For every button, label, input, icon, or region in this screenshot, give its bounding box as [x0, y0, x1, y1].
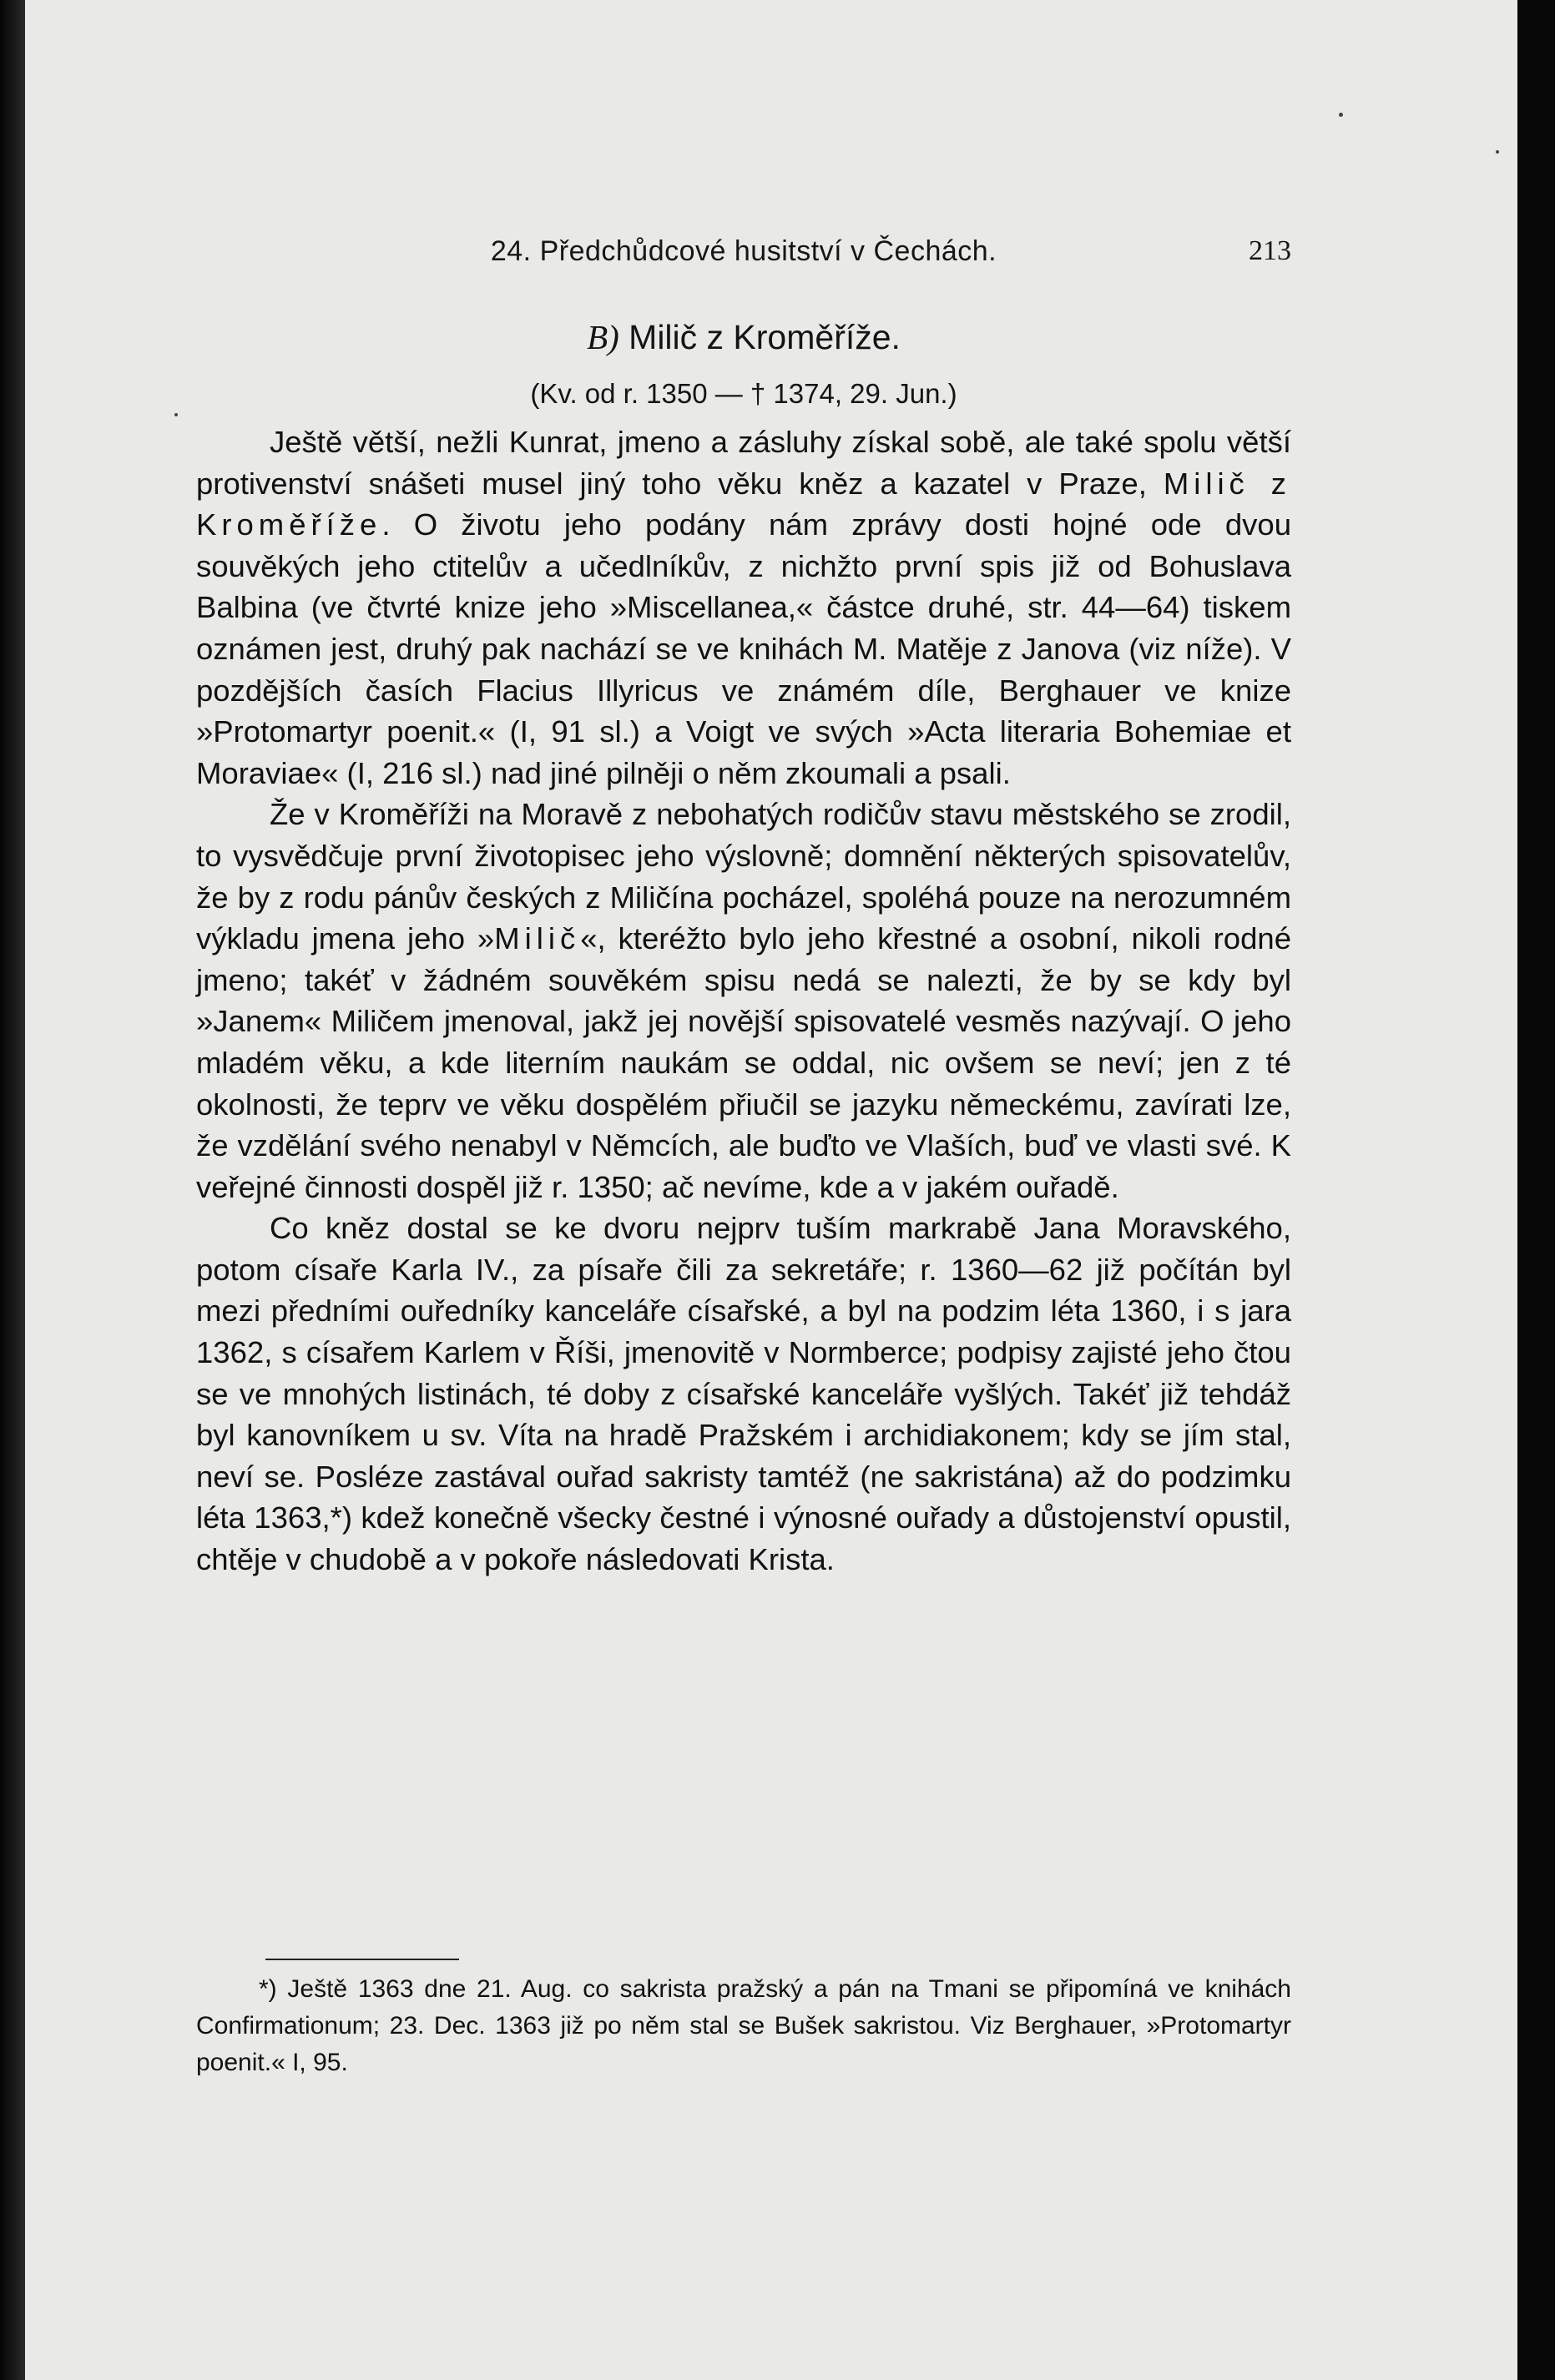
paragraph: [196, 794, 1291, 1208]
paragraph-text: «, kteréžto bylo jeho křestné a osobní, nikoli rodné jmeno; takéť v žádném souvěkém spisu nedá se nalezti, že by se kdy byl »Janem« Miličem jmenoval, jakž jej novější spisovatelé vesměs nazývají. O jeho mladém věku, a kde literním naukám se oddal, nic ovšem se neví; jen z té okolnosti, že teprv ve věku dospělém přiučil se jazyku německému, zavírati lze, že vzdělání svého nenabyl v Němcích, ale buďto ve Vlaších, buď ve vlasti své. K veřejné činnosti dospěl již r. 1350; ač nevíme, kde a v jakém ouřadě.: [196, 921, 1291, 1204]
footnote: *) Ještě 1363 dne 21. Aug. co sakrista pražský a pán na Tmani se připomíná ve knihách Confirmationum; 23. Dec. 1363 již po něm stal se Bušek sakristou. Viz Berghauer, »Protomartyr poenit.« I, 95.: [196, 1975, 1291, 2076]
running-title: 24. Předchůdcové husitství v Čechách.: [490, 235, 997, 267]
scan-speck: [174, 413, 178, 416]
paragraph-text: Že v Kroměříži na Moravě z nebohatých rodičův stavu městského se zrodil, to vysvědčuje první životopisec jeho výslovně; domnění některých spisovatelův, že by z rodu pánův českých z Miličína pocházel, spoléhá pouze na nerozumném výkladu jmena jeho »: [196, 797, 1291, 956]
scan-left-shadow: [0, 0, 25, 2380]
body-text: [196, 421, 1291, 1581]
paragraph: Co kněz dostal se ke dvoru nejprv tuším markrabě Jana Moravského, potom císaře Karla IV., za písaře čili za sekretáře; r. 1360—62 již počítán byl mezi předními ouředníky kanceláře císařské, a byl na podzim léta 1360, i s jara 1362, s císařem Karlem v Říši, jmenovitě v Normberce; podpisy zajisté jeho čtou se ve mnohých listinách, té doby z císařské kanceláře vyšlých. Takéť již tehdáž byl kanovníkem u sv. Víta na hradě Pražském i archidiakonem; kdy se jím stal, neví se. Posléze zastával ouřad sakristy tamtéž (ne sakristána) až do podzimku léta 1363,*) kdež konečně všecky čestné i výnosné ouřady a důstojenství opustil, chtěje v chudobě a v pokoře následovati Krista.: [196, 1211, 1291, 1577]
scan-speck: [1496, 150, 1499, 154]
scan-right-edge: [1517, 0, 1555, 2380]
paragraph-text: . O životu jeho podány nám zprávy dosti hojné ode dvou souvěkých jeho ctitelův a učedlníkův, z nichžto první spis již od Bohuslava Balbina (ve čtvrté knize jeho »Miscellanea,« částce druhé, str. 44—64) tiskem oznámen jest, druhý pak nachází se ve knihách M. Matěje z Janova (viz níže). V pozdějších časích Flacius Illyricus ve známém díle, Berghauer ve knize »Protomartyr poenit.« (I, 91 sl.) a Voigt ve svých »Acta literaria Bohemiae et Moraviae« (I, 216 sl.) nad jiné pilněji o něm zkoumali a psali.: [196, 507, 1291, 790]
section-letter: B): [587, 318, 619, 356]
paragraph: [196, 421, 1291, 794]
page-number: 213: [1249, 235, 1291, 266]
section-dates: (Kv. od r. 1350 — † 1374, 29. Jun.): [530, 378, 957, 409]
spaced-name: Milič: [494, 921, 581, 956]
spaced-name: Milič z Kroměříže: [196, 466, 1292, 542]
section-title-text: Milič z Kroměříže.: [629, 318, 901, 356]
scan-speck: [1339, 113, 1343, 117]
footnote-rule: [265, 1959, 459, 1960]
section-title: [196, 317, 1291, 357]
running-head: [196, 235, 1291, 277]
paragraph-text: Ještě větší, nežli Kunrat, jmeno a zásluhy získal sobě, ale také spolu větší protivenství snášeti musel jiný toho věku kněz a kazatel v Praze,: [196, 425, 1291, 501]
